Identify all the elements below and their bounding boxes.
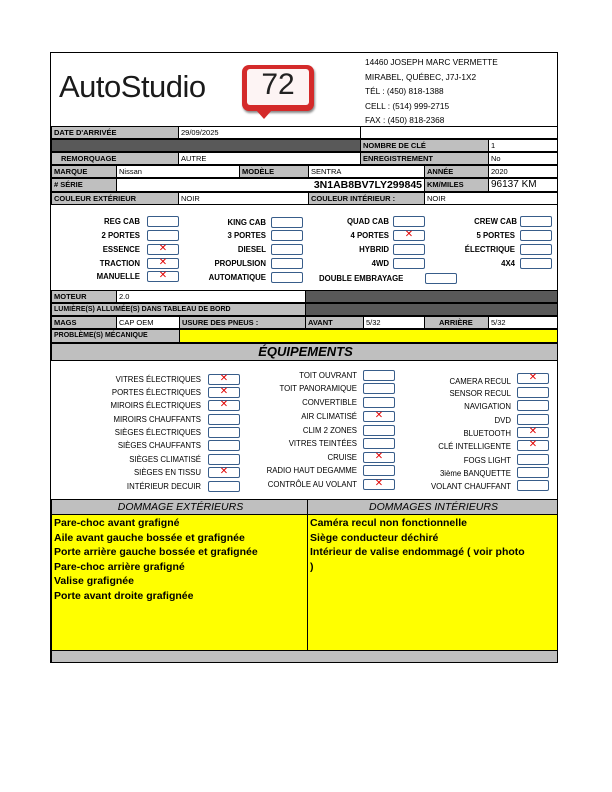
- equipment-label: VOLANT CHAUFFANT: [430, 482, 511, 491]
- check-mark-icon: ✕: [374, 451, 384, 462]
- option-label: DIESEL: [237, 245, 266, 254]
- equipment-checkbox[interactable]: [208, 387, 240, 398]
- contact-block: [365, 55, 555, 128]
- equipment-label: CLIM 2 ZONES: [302, 426, 357, 435]
- equipment-label: DVD: [494, 416, 511, 425]
- equipment-label: CONVERTIBLE: [302, 398, 357, 407]
- equipment-label: NAVIGATION: [464, 402, 511, 411]
- equipment-checkbox[interactable]: [363, 438, 395, 449]
- mags-value[interactable]: CAP OEM: [116, 316, 180, 329]
- equipment-label: CONTRÔLE AU VOLANT: [267, 480, 357, 489]
- equipment-checkbox[interactable]: [517, 373, 549, 384]
- mags-label: MAGS: [51, 316, 117, 329]
- equipment-label: SIÈGES CLIMATISÉ: [129, 455, 201, 464]
- front-value[interactable]: 5/32: [363, 316, 425, 329]
- equipment-checkbox[interactable]: [208, 374, 240, 385]
- equipment-checkbox[interactable]: [517, 454, 549, 465]
- equipment-label: VITRES ÉLECTRIQUES: [115, 375, 201, 384]
- option-label: AUTOMATIQUE: [208, 273, 266, 282]
- keys-value[interactable]: 1: [488, 139, 558, 152]
- mechanical-value[interactable]: [179, 329, 558, 343]
- equipment-grid: [51, 361, 559, 501]
- check-mark-icon: ✕: [158, 257, 168, 268]
- rear-label: ARRIÈRE: [424, 316, 489, 329]
- damage-line: Pare-choc avant grafigné: [54, 517, 180, 529]
- dashboard-lights-fill: [305, 303, 558, 316]
- option-label: QUAD CAB: [346, 217, 389, 226]
- option-checkbox[interactable]: [271, 230, 303, 241]
- km-value[interactable]: 96137 KM: [488, 178, 558, 192]
- equipment-checkbox[interactable]: [363, 383, 395, 394]
- equipment-label: AIR CLIMATISÉ: [301, 412, 357, 421]
- contact-line: FAX : (450) 818-2368: [365, 115, 445, 125]
- engine-value[interactable]: 2.0: [116, 290, 306, 303]
- damage-line: Pare-choc arrière grafigné: [54, 560, 185, 573]
- contact-line: MIRABEL, QUÉBEC, J7J-1X2: [365, 71, 477, 82]
- date-label: DATE D'ARRIVÉE: [51, 126, 179, 139]
- equipment-checkbox[interactable]: [208, 414, 240, 425]
- equipment-label: SIÈGES CHAUFFANTS: [117, 441, 201, 450]
- equipment-checkbox[interactable]: [517, 387, 549, 398]
- option-label: 4WD: [371, 259, 389, 268]
- equipment-checkbox[interactable]: [208, 400, 240, 411]
- equipment-checkbox[interactable]: [208, 440, 240, 451]
- rear-value[interactable]: 5/32: [488, 316, 558, 329]
- check-mark-icon: ✕: [219, 399, 229, 410]
- damage-line: Valise grafignée: [54, 575, 134, 587]
- logo-badge: [242, 65, 314, 111]
- equipment-checkbox[interactable]: [208, 454, 240, 465]
- towing-label: REMORQUAGE: [51, 152, 179, 165]
- mechanical-label: PROBLÈME(S) MÉCANIQUE: [51, 329, 180, 343]
- equipment-checkbox[interactable]: [363, 425, 395, 436]
- option-label: ÉLECTRIQUE: [464, 245, 515, 254]
- date-value[interactable]: 29/09/2025: [178, 126, 361, 139]
- footer-bar: [51, 650, 558, 663]
- dashboard-lights-label: LUMIÈRE(S) ALLUMÉE(S) DANS TABLEAU DE BORD: [51, 303, 306, 316]
- equipment-checkbox[interactable]: [363, 397, 395, 408]
- check-mark-icon: ✕: [219, 373, 229, 384]
- make-value[interactable]: Nissan: [116, 165, 240, 178]
- ext-color-value[interactable]: NOIR: [178, 192, 309, 205]
- equipment-checkbox[interactable]: [208, 427, 240, 438]
- equipment-label: FOGS LIGHT: [463, 456, 511, 465]
- check-mark-icon: ✕: [219, 466, 229, 477]
- equipment-checkbox[interactable]: [517, 414, 549, 425]
- equipment-label: INTÉRIEUR DECUIR: [126, 482, 201, 491]
- equipment-label: SIÈGES ÉLECTRIQUES: [114, 428, 201, 437]
- option-label: KING CAB: [227, 218, 266, 227]
- check-mark-icon: ✕: [158, 270, 168, 281]
- equipment-checkbox[interactable]: [517, 427, 549, 438]
- logo-number: 72: [261, 68, 295, 101]
- km-label: KM/MILES: [424, 178, 489, 192]
- logo: [59, 63, 359, 118]
- towing-value[interactable]: AUTRE: [178, 152, 361, 165]
- equipment-label: SENSOR RECUL: [449, 389, 511, 398]
- option-checkbox[interactable]: [425, 273, 457, 284]
- contact-line: CELL : (514) 999-2715: [365, 100, 450, 111]
- equipment-label: SIÈGES EN TISSU: [133, 468, 201, 477]
- contact-line: TÉL : (450) 818-1388: [365, 86, 444, 96]
- damage-line: Porte avant droite grafignée: [54, 589, 194, 602]
- equipment-title: ÉQUIPEMENTS: [51, 343, 558, 361]
- equipment-label: TOIT OUVRANT: [299, 371, 357, 380]
- inspection-sheet: [50, 52, 558, 663]
- model-value[interactable]: SENTRA: [308, 165, 425, 178]
- exterior-damage-title: DOMMAGE EXTÉRIEURS: [51, 499, 308, 515]
- interior-damage-title: DOMMAGES INTÉRIEURS: [307, 499, 558, 515]
- damage-line: Porte arrière gauche bossée et grafignée: [54, 546, 258, 558]
- equipment-checkbox[interactable]: [363, 465, 395, 476]
- option-label: HYBRID: [359, 245, 389, 254]
- option-checkbox[interactable]: [393, 230, 425, 241]
- equipment-label: PORTES ÉLECTRIQUES: [111, 388, 201, 397]
- check-mark-icon: ✕: [528, 439, 538, 450]
- option-label: ESSENCE: [102, 245, 140, 254]
- option-label: TRACTION: [99, 259, 140, 268]
- equipment-checkbox[interactable]: [517, 480, 549, 491]
- year-label: ANNÉE: [424, 165, 489, 178]
- int-color-value[interactable]: NOIR: [424, 192, 558, 205]
- option-label: 5 PORTES: [476, 231, 515, 240]
- damage-line: Siège conducteur déchiré: [310, 531, 439, 544]
- exterior-damage-notes[interactable]: [51, 514, 308, 651]
- option-checkbox[interactable]: [393, 244, 425, 255]
- option-label: 2 PORTES: [101, 231, 140, 240]
- engine-dark-fill: [305, 290, 558, 303]
- date-extra: [360, 126, 558, 139]
- equipment-checkbox[interactable]: [363, 370, 395, 381]
- equipment-checkbox[interactable]: [363, 411, 395, 422]
- year-value[interactable]: 2020: [488, 165, 558, 178]
- option-label: 4X4: [501, 259, 515, 268]
- serial-value[interactable]: 3N1AB8BV7LY299845: [116, 178, 425, 192]
- damage-line: Aile avant gauche bossée et grafignée: [54, 531, 245, 544]
- equipment-label: MIROIRS CHAUFFANTS: [113, 415, 201, 424]
- check-mark-icon: ✕: [374, 478, 384, 489]
- engine-label: MOTEUR: [51, 290, 117, 303]
- blank-dark-row: [51, 139, 361, 152]
- equipment-label: CLÉ INTELLIGENTE: [438, 442, 511, 451]
- option-label: PROPULSION: [214, 259, 266, 268]
- equipment-checkbox[interactable]: [363, 479, 395, 490]
- options-grid: [51, 205, 559, 289]
- model-label: MODÈLE: [239, 165, 309, 178]
- check-mark-icon: ✕: [158, 243, 168, 254]
- contact-line: 14460 JOSEPH MARC VERMETTE: [365, 57, 498, 67]
- interior-damage-notes[interactable]: [307, 514, 558, 651]
- equipment-checkbox[interactable]: [517, 440, 549, 451]
- damage-line: Caméra recul non fonctionnelle: [310, 517, 467, 529]
- damage-line: ): [310, 560, 314, 573]
- option-label: DOUBLE EMBRAYAGE: [319, 274, 404, 283]
- serial-label: # SÉRIE: [51, 178, 117, 192]
- front-label: AVANT: [305, 316, 364, 329]
- option-label: CREW CAB: [474, 217, 517, 226]
- option-checkbox[interactable]: [520, 258, 552, 269]
- equipment-label: MIROIRS ÉLECTRIQUES: [110, 401, 201, 410]
- check-mark-icon: ✕: [219, 386, 229, 397]
- option-label: 4 PORTES: [350, 231, 389, 240]
- keys-label: NOMBRE DE CLÉ: [360, 139, 489, 152]
- option-checkbox[interactable]: [520, 230, 552, 241]
- make-label: MARQUE: [51, 165, 117, 178]
- option-checkbox[interactable]: [271, 272, 303, 283]
- logo-text: AutoStudio: [59, 69, 206, 104]
- option-checkbox[interactable]: [271, 244, 303, 255]
- equipment-checkbox[interactable]: [517, 467, 549, 478]
- equipment-checkbox[interactable]: [208, 481, 240, 492]
- check-mark-icon: ✕: [404, 229, 414, 240]
- equipment-label: BLUETOOTH: [463, 429, 511, 438]
- option-label: 3 PORTES: [227, 231, 266, 240]
- equipment-label: 3ième BANQUETTE: [439, 469, 511, 478]
- check-mark-icon: ✕: [528, 372, 538, 383]
- equipment-checkbox[interactable]: [517, 400, 549, 411]
- equipment-label: CAMERA RECUL: [449, 377, 511, 386]
- option-label: REG CAB: [104, 217, 140, 226]
- equipment-checkbox[interactable]: [363, 452, 395, 463]
- option-checkbox[interactable]: [520, 216, 552, 227]
- check-mark-icon: ✕: [528, 426, 538, 437]
- equipment-checkbox[interactable]: [208, 467, 240, 478]
- registration-value[interactable]: No: [488, 152, 558, 165]
- equipment-label: RADIO HAUT DEGAMME: [266, 466, 357, 475]
- option-checkbox[interactable]: [271, 217, 303, 228]
- option-checkbox[interactable]: [393, 216, 425, 227]
- ext-color-label: COULEUR EXTÉRIEUR: [51, 192, 179, 205]
- equipment-label: TOIT PANORAMIQUE: [279, 384, 357, 393]
- check-mark-icon: ✕: [374, 410, 384, 421]
- equipment-label: CRUISE: [327, 453, 357, 462]
- option-label: MANUELLE: [96, 272, 140, 281]
- damage-line: Intérieur de valise endommagé ( voir photo: [310, 546, 525, 558]
- option-checkbox[interactable]: [520, 244, 552, 255]
- tire-wear-label: USURE DES PNEUS :: [179, 316, 306, 329]
- option-checkbox[interactable]: [393, 258, 425, 269]
- option-checkbox[interactable]: [271, 258, 303, 269]
- registration-label: ENREGISTREMENT: [360, 152, 489, 165]
- equipment-label: VITRES TEINTÉES: [288, 439, 357, 448]
- int-color-label: COULEUR INTÉRIEUR :: [308, 192, 425, 205]
